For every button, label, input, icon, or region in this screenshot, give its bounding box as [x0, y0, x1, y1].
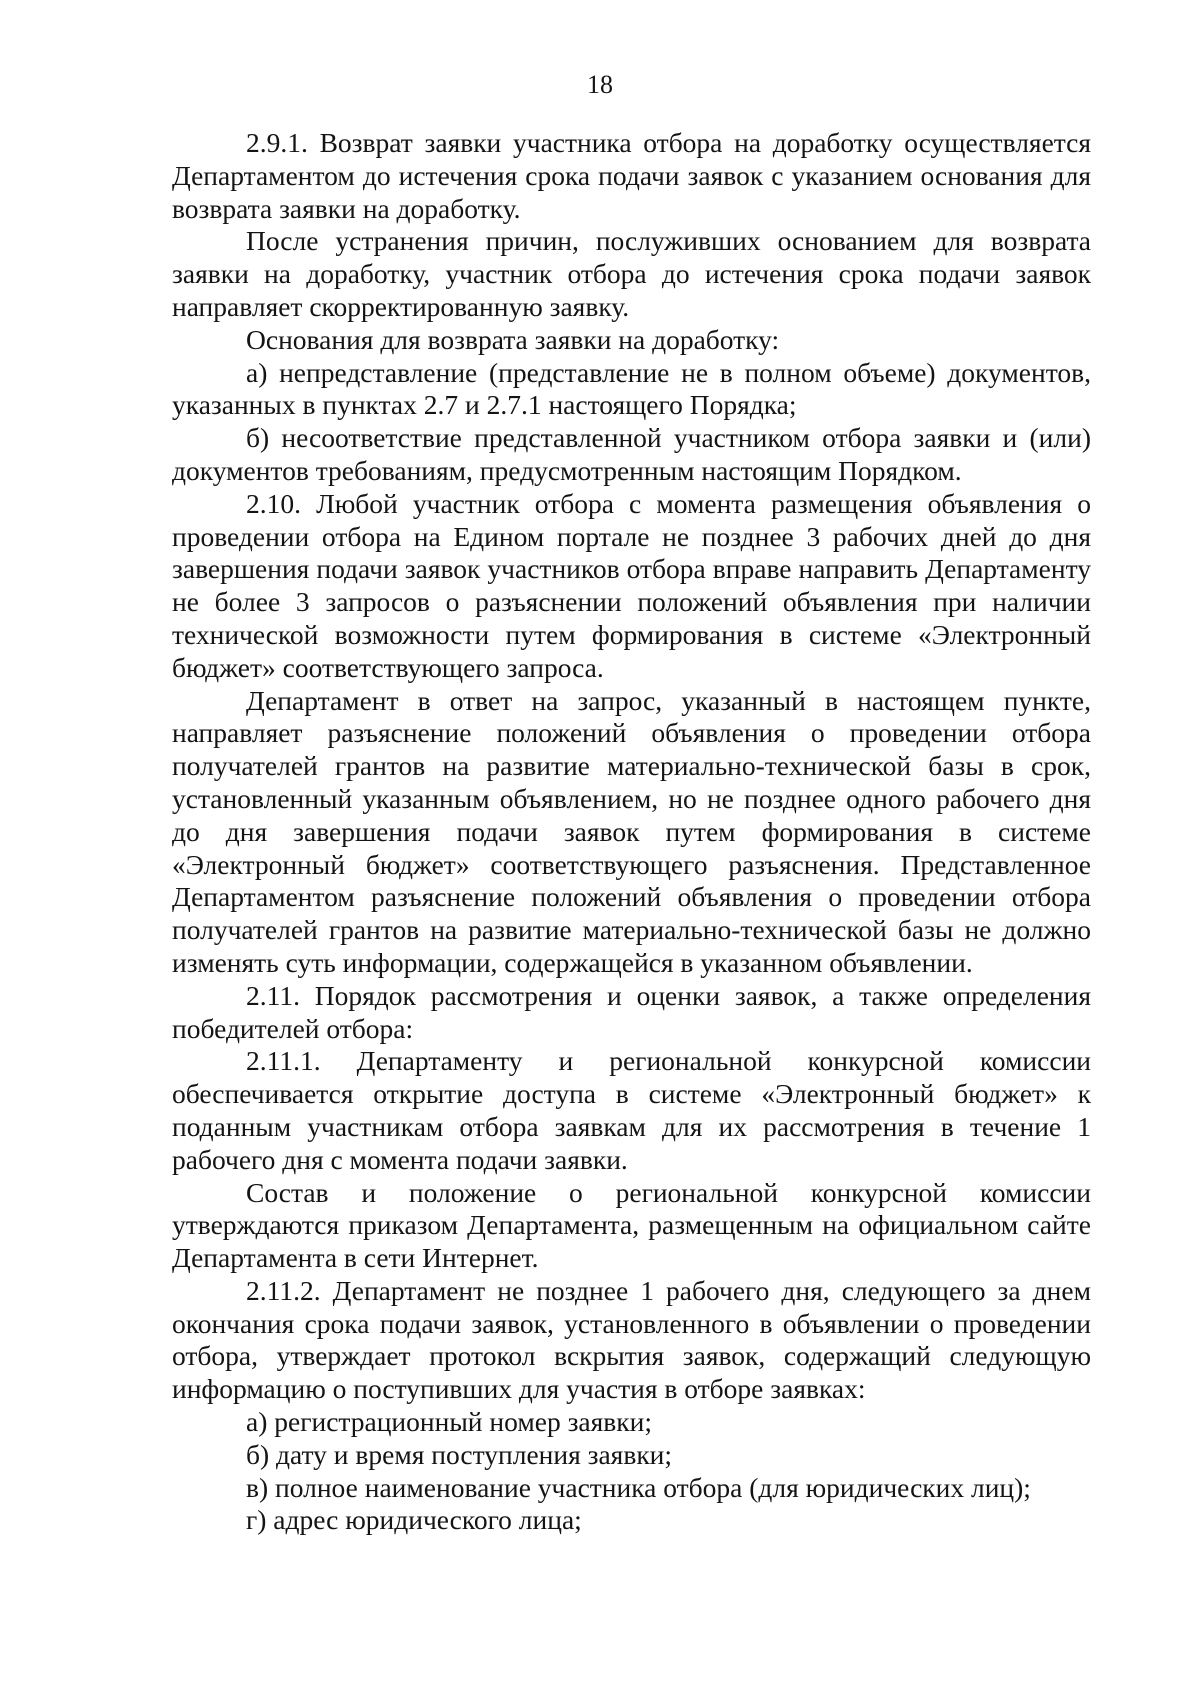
paragraph-after-correction: После устранения причин, послуживших основанием для возврата заявки на доработку, участник отбора до истечения срока подачи заявок направляет скорректированную заявку. [172, 225, 1091, 322]
paragraph-commission-composition: Состав и положение о региональной конкурсной комиссии утверждаются приказом Департамента, размещенным на официальном сайте Департамента в сети Интернет. [172, 1176, 1091, 1274]
list-item-b-nonconformity: б) несоответствие представленной участником отбора заявки и (или) документов требованиям, предусмотренным настоящим Порядком. [172, 422, 1091, 486]
paragraph-2-11: 2.11. Порядок рассмотрения и оценки заявок, а также определения победителей отбора: [172, 979, 1091, 1044]
document-body [172, 127, 1091, 1537]
list-item-v-full-name: в) полное наименование участника отбора (для юридических лиц); [246, 1471, 1031, 1503]
page-number: 18 [587, 70, 613, 99]
list-item-a-registration-number: а) регистрационный номер заявки; [246, 1406, 652, 1438]
paragraph-2-10: 2.10. Любой участник отбора с момента размещения объявления о проведении отбора на Едином портале не позднее 3 рабочих дней до дня завершения подачи заявок участников отбора вправе направить Департаменту не более 3 запросов о разъяснении положений объявления при наличии технической возможности путем формирования в системе «Электронный бюджет» соответствующего запроса. [172, 487, 1091, 683]
list-item-b-date-time: б) дату и время поступления заявки; [246, 1438, 673, 1470]
paragraph-2-9-1: 2.9.1. Возврат заявки участника отбора на доработку осуществляется Департаментом до истечения срока подачи заявок с указанием основания для возврата заявки на доработку. [172, 127, 1091, 224]
paragraph-2-11-1: 2.11.1. Департаменту и региональной конкурсной комиссии обеспечивается открытие доступа в системе «Электронный бюджет» к поданным участникам отбора заявкам для их рассмотрения в течение 1 рабочего дня с момента подачи заявки. [172, 1045, 1091, 1175]
paragraph-department-response: Департамент в ответ на запрос, указанный в настоящем пункте, направляет разъяснение положений объявления о проведении отбора получателей грантов на развитие материально-технической базы в срок, установленный указанным объявлением, но не позднее одного рабочего дня до дня завершения подачи заявок путем формирования в системе «Электронный бюджет» соответствующего разъяснения. Представленное Департаментом разъяснение положений объявления о проведении отбора получателей грантов на развитие материально-технической базы не должно изменять суть информации, содержащейся в указанном объявлении. [172, 684, 1091, 978]
list-item-a-non-submission: а) непредставление (представление не в полном объеме) документов, указанных в пунктах 2.7 и 2.7.1 настоящего Порядка; [172, 356, 1091, 421]
paragraph-2-11-2: 2.11.2. Департамент не позднее 1 рабочего дня, следующего за днем окончания срока подачи заявок, установленного в объявлении о проведении отбора, утверждает протокол вскрытия заявок, содержащий следующую информацию о поступивших для участия в отборе заявках: [172, 1274, 1091, 1405]
paragraph-return-grounds-heading: Основания для возврата заявки на доработку: [246, 323, 780, 355]
list-item-g-legal-address: г) адрес юридического лица; [246, 1504, 582, 1536]
